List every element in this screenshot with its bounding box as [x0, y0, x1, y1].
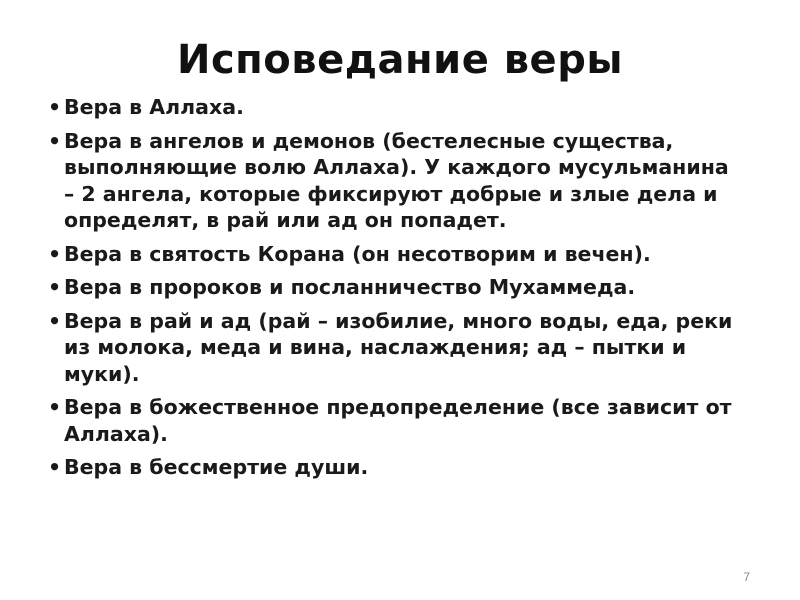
- bullet-item: [46, 241, 746, 268]
- bullet-marker: •: [48, 395, 62, 419]
- slide-title: Исповедание веры: [176, 37, 623, 83]
- bullet-marker: •: [48, 275, 62, 299]
- bullet-item: [46, 128, 746, 234]
- bullet-marker: •: [48, 308, 62, 333]
- bullet-item: [46, 94, 746, 121]
- bullet-marker: •: [48, 241, 62, 266]
- bullet-text: Вера в бессмертие души.: [64, 455, 369, 479]
- bullet-item: [46, 394, 746, 447]
- bullet-marker: •: [48, 455, 62, 479]
- bullet-text: Вера в святость Корана (он несотворим и вечен).: [64, 241, 651, 266]
- bullet-marker: •: [48, 128, 62, 153]
- bullet-text: Вера в ангелов и демонов (бестелесные существа, выполняющие волю Аллаха). У каждого мусульманина – 2 ангела, которые фиксируют добрые и злые дела и определят, в рай или ад он попадет.: [64, 128, 729, 232]
- bullet-list: [46, 94, 746, 488]
- bullet-text: Вера в Аллаха.: [64, 95, 244, 119]
- bullet-item: [46, 308, 746, 388]
- bullet-text: Вера в божественное предопределение (все зависит от Аллаха).: [64, 395, 732, 446]
- bullet-marker: •: [48, 95, 62, 119]
- bullet-item: [46, 454, 746, 481]
- page-number: 7: [743, 570, 750, 584]
- bullet-text: Вера в рай и ад (рай – изобилие, много воды, еда, реки из молока, меда и вина, наслаждения; ад – пытки и муки).: [64, 308, 733, 386]
- bullet-text: Вера в пророков и посланничество Мухаммеда.: [64, 275, 636, 299]
- bullet-item: [46, 274, 746, 301]
